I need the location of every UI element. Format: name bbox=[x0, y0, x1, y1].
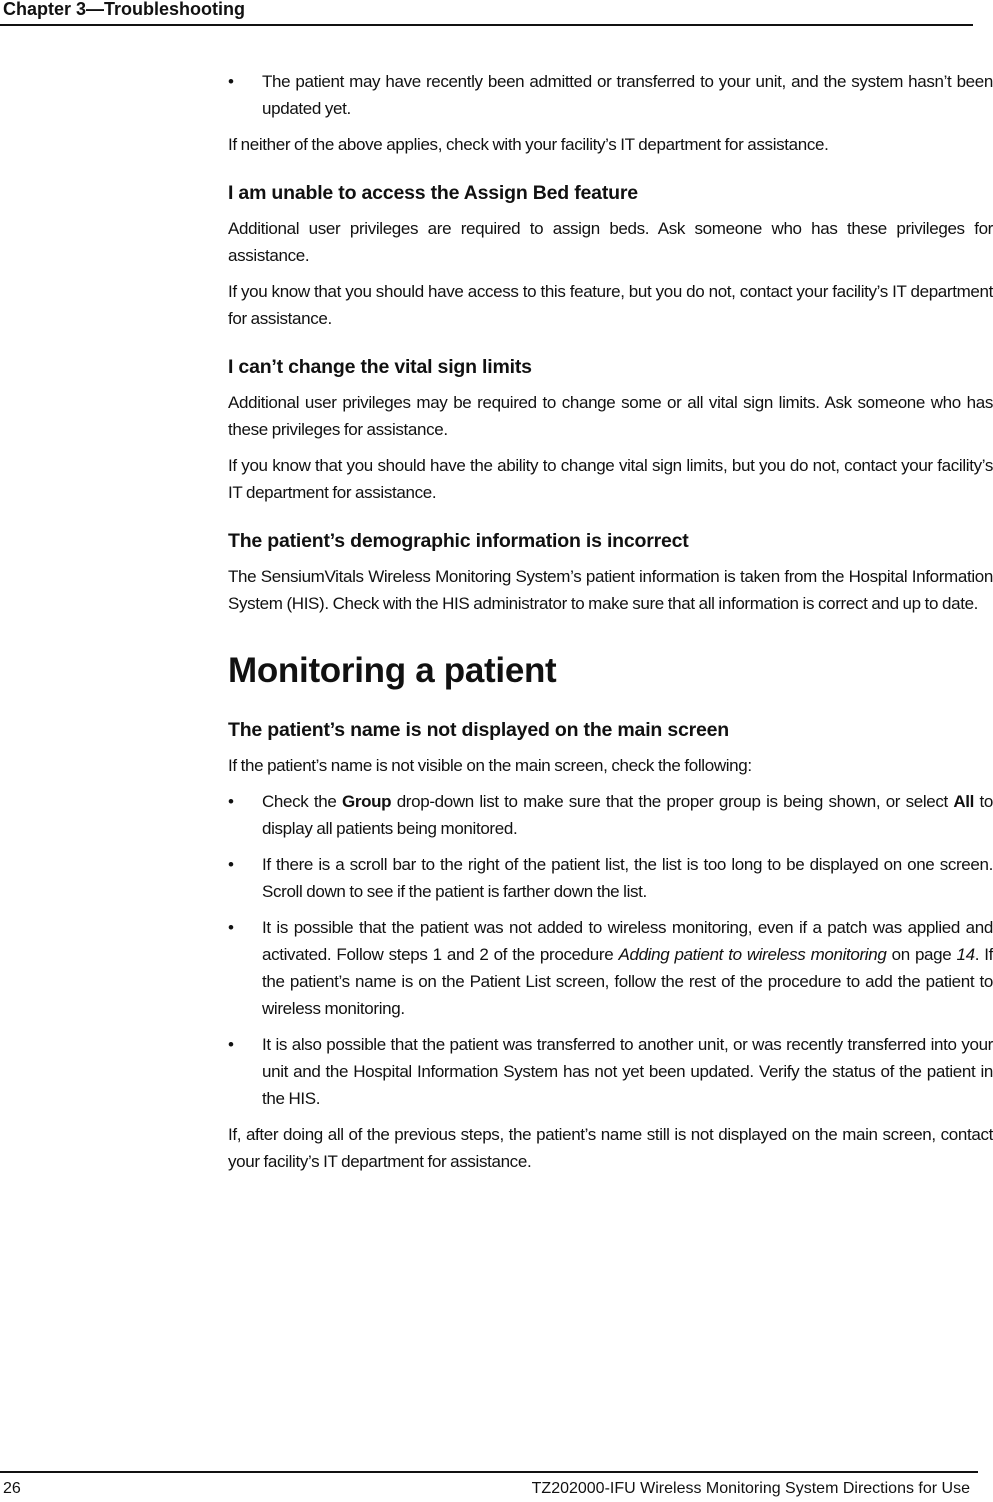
bullet-marker: • bbox=[228, 792, 234, 811]
page-content bbox=[228, 68, 993, 1184]
vital-limits-heading: I can’t change the vital sign limits bbox=[228, 356, 532, 378]
bullet-marker: • bbox=[228, 855, 234, 874]
list-item bbox=[228, 914, 993, 1022]
bullet-text: The patient may have recently been admitted or transferred to your unit, and the system hasn’t been updated yet. bbox=[262, 72, 993, 118]
bullet-marker: • bbox=[228, 918, 234, 937]
paragraph: The SensiumVitals Wireless Monitoring System’s patient information is taken from the Hospital Information System (HIS). Check with the HIS administrator to make sure that all information is correct and up to date. bbox=[228, 567, 993, 613]
list-item bbox=[228, 788, 993, 842]
paragraph: If neither of the above applies, check with your facility’s IT department for assistance. bbox=[228, 135, 829, 154]
bullet-text-part: on page bbox=[886, 945, 957, 964]
bullet-text-part: to display all patients being monitored. bbox=[262, 792, 993, 838]
assign-bed-heading: I am unable to access the Assign Bed feature bbox=[228, 182, 638, 204]
demographic-heading: The patient’s demographic information is incorrect bbox=[228, 530, 689, 552]
bullet-text-part: . If the patient’s name is on the Patient List screen, follow the rest of the procedure to add the patient to wireless monitoring. bbox=[262, 945, 993, 1018]
paragraph: If the patient’s name is not visible on the main screen, check the following: bbox=[228, 756, 752, 775]
document-title: TZ202000-IFU Wireless Monitoring System Directions for Use bbox=[531, 1480, 970, 1497]
bullet-text-part: Check the bbox=[262, 792, 342, 811]
name-not-displayed-heading: The patient’s name is not displayed on the main screen bbox=[228, 719, 730, 741]
page-reference[interactable]: 14 bbox=[956, 945, 975, 964]
bullet-marker: • bbox=[228, 72, 234, 91]
section-title: Monitoring a patient bbox=[228, 651, 557, 690]
list-item bbox=[228, 851, 993, 905]
footer-divider bbox=[0, 1471, 978, 1473]
group-keyword: Group bbox=[341, 792, 392, 811]
bullet-text-part: It is possible that the patient was not added to wireless monitoring, even if a patch was applied and activated. Follow steps 1 and 2 of the procedure bbox=[262, 918, 993, 964]
bullet-marker: • bbox=[228, 1035, 234, 1054]
paragraph: If, after doing all of the previous steps, the patient’s name still is not displayed on the main screen, contact your facility’s IT department for assistance. bbox=[228, 1125, 993, 1171]
page-number: 26 bbox=[3, 1480, 21, 1497]
paragraph: If you know that you should have access to this feature, but you do not, contact your facility’s IT department for assistance. bbox=[228, 282, 993, 328]
header-divider bbox=[0, 24, 973, 26]
procedure-reference[interactable]: Adding patient to wireless monitoring bbox=[618, 945, 887, 964]
paragraph: Additional user privileges are required to assign beds. Ask someone who has these privileges for assistance. bbox=[228, 219, 993, 265]
list-item bbox=[228, 68, 993, 122]
bullet-text: It is also possible that the patient was transferred to another unit, or was recently transferred into your unit and the Hospital Information System has not yet been updated. Verify the status of the patient in the HIS. bbox=[262, 1035, 993, 1108]
paragraph: If you know that you should have the ability to change vital sign limits, but you do not, contact your facility’s IT department for assistance. bbox=[228, 456, 993, 502]
paragraph: Additional user privileges may be required to change some or all vital sign limits. Ask someone who has these privileges for assistance. bbox=[228, 393, 993, 439]
bullet-text-part: drop-down list to make sure that the proper group is being shown, or select bbox=[391, 792, 954, 811]
list-item bbox=[228, 1031, 993, 1112]
all-keyword: All bbox=[953, 792, 975, 811]
chapter-header: Chapter 3—Troubleshooting bbox=[3, 0, 246, 19]
bullet-text: If there is a scroll bar to the right of the patient list, the list is too long to be displayed on one screen. Scroll down to see if the patient is farther down the list. bbox=[262, 855, 993, 901]
